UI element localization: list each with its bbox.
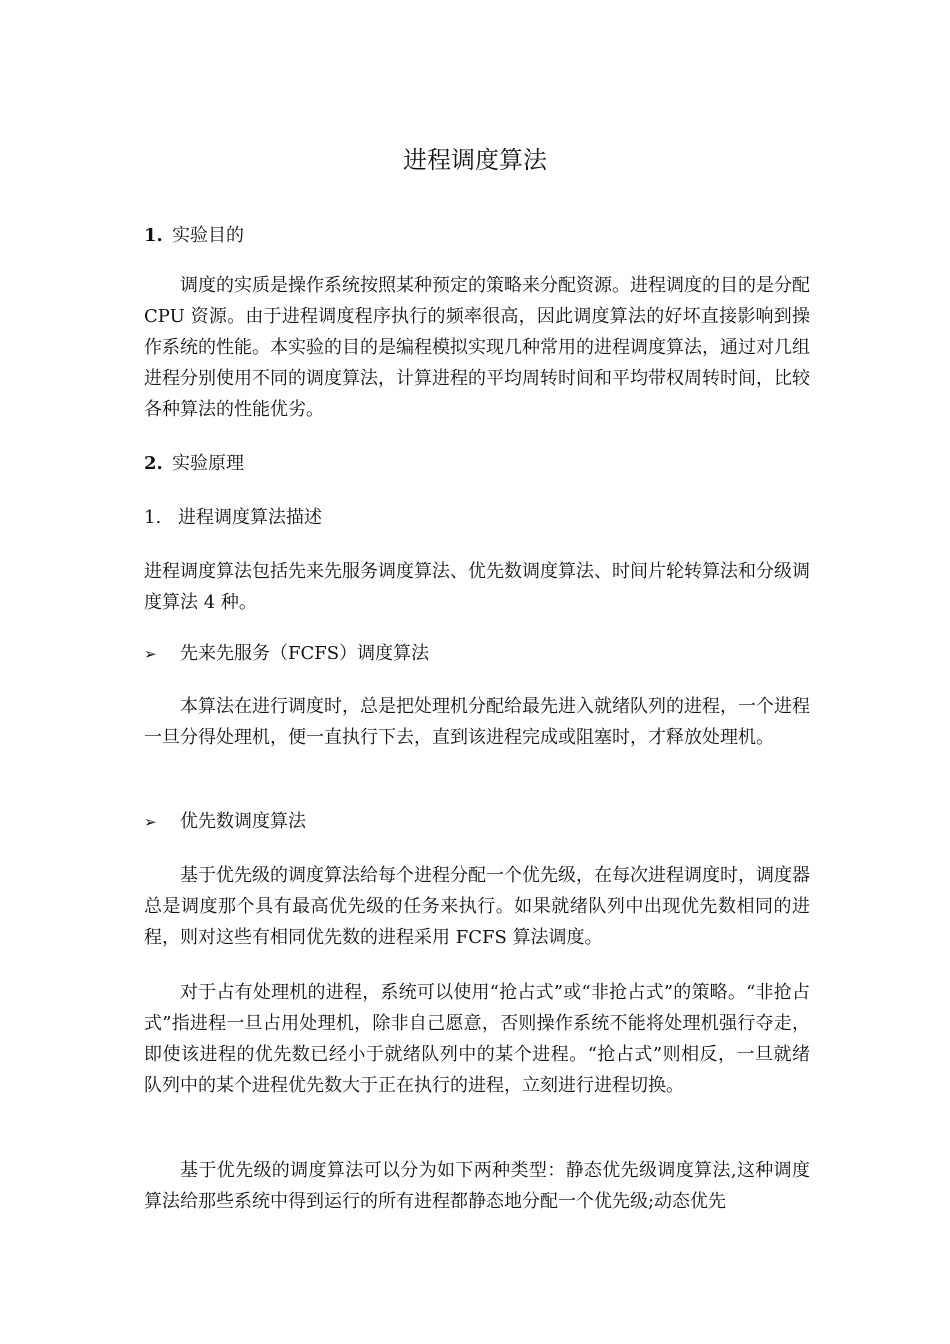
fcfs-paragraph: 本算法在进行调度时，总是把处理机分配给最先进入就绪队列的进程，一个进程一旦分得处理机，便一直执行下去，直到该进程完成或阻塞时，才释放处理机。: [144, 696, 810, 748]
section-2-number: 2.: [144, 453, 163, 474]
subsection-title: 进程调度算法描述: [178, 507, 322, 528]
section-1-number: 1.: [144, 225, 163, 246]
subsection-number: 1.: [144, 507, 162, 528]
algorithms-intro-paragraph: 进程调度算法包括先来先服务调度算法、优先数调度算法、时间片轮转算法和分级调度算法 4 种。: [144, 561, 810, 613]
section-1-paragraph: 调度的实质是操作系统按照某种预定的策略来分配资源。进程调度的目的是分配 CPU 资源。由于进程调度程序执行的频率很高，因此调度算法的好坏直接影响到操作系统的性能。本实验的目的是编程模拟实现几种常用的进程调度算法，通过对几组进程分别使用不同的调度算法，计算进程的平均周转时间和平均带权周转时间，比较各种算法的性能优劣。: [144, 275, 810, 420]
subsection-heading: [144, 504, 322, 532]
priority-paragraph-3: 基于优先级的调度算法可以分为如下两种类型：静态优先级调度算法,这种调度算法给那些系统中得到运行的所有进程都静态地分配一个优先级;动态优先: [144, 1160, 810, 1212]
section-1-title: 实验目的: [172, 225, 244, 246]
fcfs-bullet-heading: [144, 640, 429, 668]
priority-paragraph-2: 对于占有处理机的进程，系统可以使用“抢占式”或“非抢占式”的策略。“非抢占式”指进程一旦占用处理机，除非自己愿意，否则操作系统不能将处理机强行夺走，即使该进程的优先数已经小于就绪队列中的某个进程。“抢占式”则相反，一旦就绪队列中的某个进程优先数大于正在执行的进程，立刻进行进程切换。: [144, 982, 810, 1096]
priority-paragraph-1: 基于优先级的调度算法给每个进程分配一个优先级，在每次进程调度时，调度器总是调度那个具有最高优先级的任务来执行。如果就绪队列中出现优先数相同的进程，则对这些有相同优先数的进程采用 FCFS 算法调度。: [144, 865, 810, 948]
priority-bullet-heading: [144, 808, 306, 836]
section-2-title: 实验原理: [172, 453, 244, 474]
section-1-heading: [144, 222, 244, 250]
document-title: 进程调度算法: [403, 146, 547, 174]
fcfs-heading-text: 先来先服务（FCFS）调度算法: [180, 643, 430, 664]
bullet-arrow-icon: ➢: [144, 645, 157, 663]
priority-heading-text: 优先数调度算法: [180, 811, 306, 832]
section-2-heading: [144, 450, 244, 478]
bullet-arrow-icon: ➢: [144, 813, 157, 831]
